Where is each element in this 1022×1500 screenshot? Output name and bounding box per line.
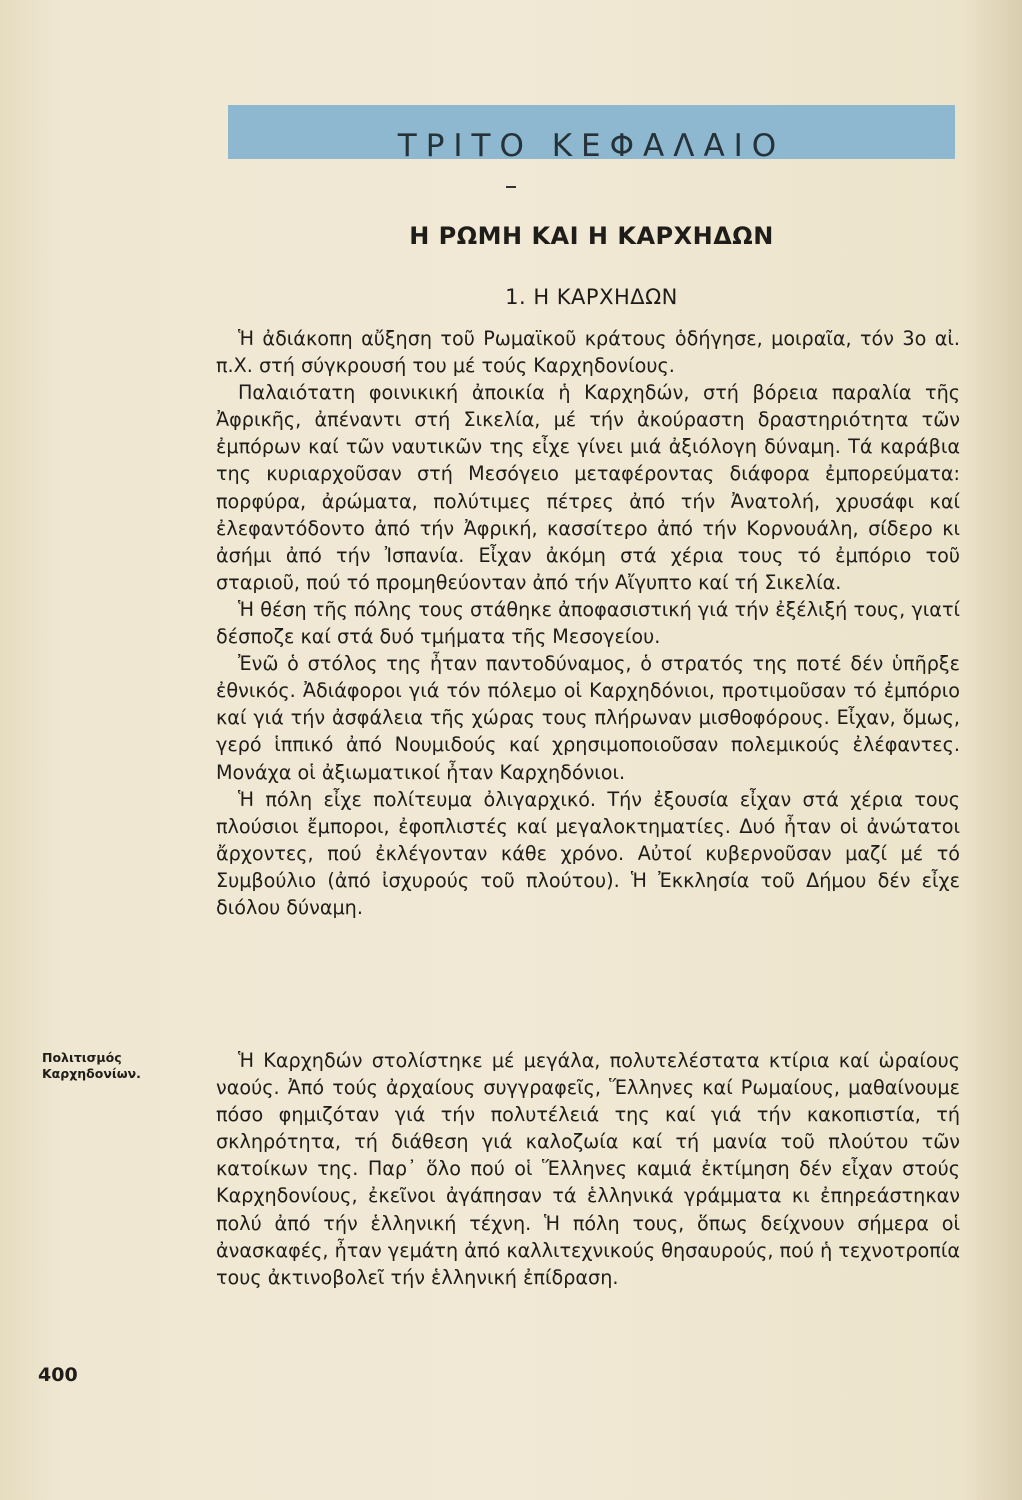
- main-text: [216, 325, 960, 921]
- decorative-dash: [506, 186, 516, 188]
- paragraph: Ἡ Καρχηδών στολίστηκε μέ μεγάλα, πολυτελέστατα κτίρια καί ὡραίους ναούς. Ἀπό τούς ἀρχαίους συγγραφεῖς, Ἕλληνες καί Ρωμαίους, μαθαίνουμε πόσο φημιζόταν γιά τήν πολυτέλειά της καί γιά τήν κακοπιστία, τή σκληρότητα, τή διάθεση γιά καλοζωία καί τή μανία τοῦ πλούτου τῶν κατοίκων της. Παρ᾽ ὅλο πού οἱ Ἕλληνες καμιά ἐκτίμηση δέν εἶχαν στούς Καρχηδονίους, ἐκεῖνοι ἀγάπησαν τά ἑλληνικά γράμματα κι ἐπηρεάστηκαν πολύ ἀπό τήν ἑλληνική τέχνη. Ἡ πόλη τους, ὅπως δείχνουν σήμερα οἱ ἀνασκαφές, ἦταν γεμάτη ἀπό καλλιτεχνικούς θησαυρούς, πού ἡ τεχνοτροπία τους ἀκτινοβολεῖ τήν ἑλληνική ἐπίδραση.: [216, 1049, 960, 1289]
- chapter-label: ΤΡΙΤΟ ΚΕΦΑΛΑΙΟ: [397, 128, 786, 164]
- margin-note: Πολιτισμός Καρχηδονίων.: [42, 1050, 141, 1081]
- paragraph: Παλαιότατη φοινικική ἀποικία ἡ Καρχηδών, στή βόρεια παραλία τῆς Ἀφρικῆς, ἀπέναντι στή Σικελία, μέ τήν ἀκούραστη δραστηριότητα τῶν ἐμπόρων καί τῶν ναυτικῶν της εἶχε γίνει μιά ἀξιόλογη δύναμη. Τά καράβια της κυριαρχοῦσαν στή Μεσόγειο μεταφέροντας διάφορα ἐμπορεύματα: πορφύρα, ἀρώματα, πολύτιμες πέτρες ἀπό τήν Ἀνατολή, χρυσάφι καί ἐλεφαντόδοντο ἀπό τήν Ἀφρική, κασσίτερο ἀπό τήν Κορνουάλη, σίδερο κι ἀσήμι ἀπό τήν Ἰσπανία. Εἶχαν ἀκόμη στά χέρια τους τό ἐμπόριο τοῦ σταριοῦ, πού τό προμηθεύονταν ἀπό τήν Αἴγυπτο καί τή Σικελία.: [216, 381, 960, 594]
- page-title: Η ΡΩΜΗ ΚΑΙ Η ΚΑΡΧΗΔΩΝ: [409, 222, 774, 250]
- paragraph: Ἡ ἀδιάκοπη αὔξηση τοῦ Ρωμαϊκοῦ κράτους ὁδήγησε, μοιραῖα, τόν 3ο αἰ. π.Χ. στή σύγκρουσή του μέ τούς Καρχηδονίους.: [216, 327, 960, 378]
- paragraph: Ἐνῶ ὁ στόλος της ἦταν παντοδύναμος, ὁ στρατός της ποτέ δέν ὑπῆρξε ἐθνικός. Ἀδιάφοροι γιά τόν πόλεμο οἱ Καρχηδόνιοι, προτιμοῦσαν τό ἐμπόριο καί γιά τήν ἀσφάλεια τῆς χώρας τους πλήρωναν μισθοφόρους. Εἶχαν, ὅμως, γερό ἱππικό ἀπό Νουμιδούς καί χρησιμοποιοῦσαν πολεμικούς ἐλέφαντες. Μονάχα οἱ ἀξιωματικοί ἦταν Καρχηδόνιοι.: [216, 652, 960, 784]
- section-heading: 1. Η ΚΑΡΧΗΔΩΝ: [505, 285, 678, 309]
- paragraph: Ἡ πόλη εἶχε πολίτευμα ὀλιγαρχικό. Τήν ἐξουσία εἶχαν στά χέρια τους πλούσιοι ἔμποροι, ἐφοπλιστές καί μεγαλοκτηματίες. Δυό ἦταν οἱ ἀνώτατοι ἄρχοντες, πού ἐκλέγονταν κάθε χρόνο. Αὐτοί κυβερνοῦσαν μαζί μέ τό Συμβούλιο (ἀπό ἰσχυρούς τοῦ πλούτου). Ἡ Ἐκκλησία τοῦ Δήμου δέν εἶχε διόλου δύναμη.: [216, 787, 960, 919]
- page-number: 400: [38, 1364, 78, 1386]
- paragraph: Ἡ θέση τῆς πόλης τους στάθηκε ἀποφασιστική γιά τήν ἐξέλιξή τους, γιατί δέσποζε καί στά δυό τμήματα τῆς Μεσογείου.: [216, 597, 960, 649]
- culture-text: [216, 1047, 960, 1291]
